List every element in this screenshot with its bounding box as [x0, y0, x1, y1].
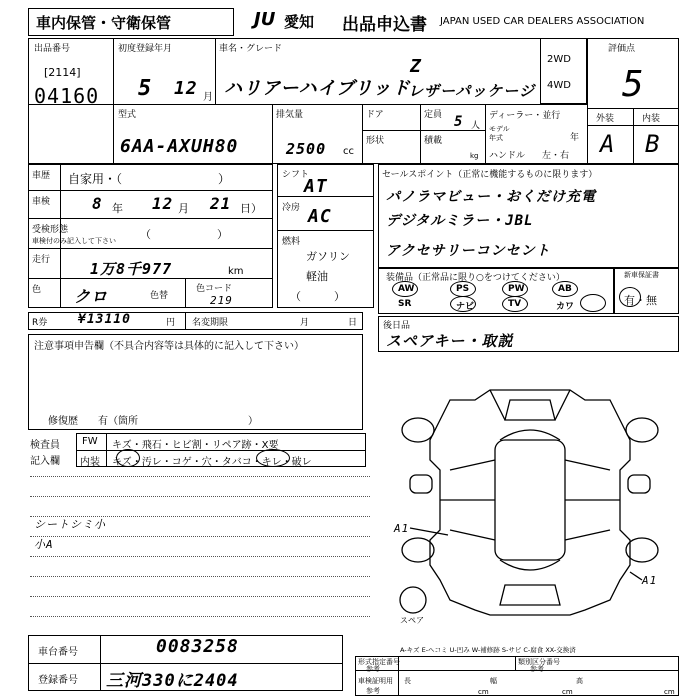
chassis-value: 0083258: [156, 636, 239, 657]
mileage-unit: km: [228, 266, 244, 277]
later-label: 後日品: [383, 321, 411, 331]
len-label: 長: [404, 677, 411, 685]
cat-ref: 参考: [530, 665, 544, 673]
handle-label: ハンドル: [489, 151, 526, 161]
ext-score: A: [600, 130, 616, 158]
equip-circle: [450, 296, 476, 312]
model-year-label: モデル: [489, 125, 510, 133]
reg-label: 初度登録年月: [118, 44, 173, 54]
reg-month: 12: [174, 78, 198, 99]
history-value: 自家用・（ ）: [68, 172, 231, 186]
car-body-diagram: [380, 360, 680, 650]
chassis-label: 車台番号: [38, 647, 78, 658]
damage-mark-a1: A1: [394, 522, 410, 535]
lot-bracket: [2114]: [44, 66, 81, 79]
repair-history: 修復歴 有（箇所 ）: [48, 416, 258, 427]
model-package: レザーパッケージ: [408, 82, 535, 100]
interior-label: 内装: [80, 457, 100, 468]
wid-cm: cm: [562, 688, 573, 696]
wid-label: 幅: [490, 677, 497, 685]
hgt-label: 高: [576, 677, 583, 685]
equip-circle: [502, 281, 528, 297]
shape-label: 形状: [366, 136, 385, 146]
color-change-label: 色替: [150, 291, 169, 301]
warranty-label: 新車保証書: [624, 271, 659, 279]
equip-circle: [552, 281, 578, 297]
fw-label: FW: [82, 436, 98, 447]
inspection-label: 車検: [32, 197, 51, 207]
equip-ps: PS: [456, 284, 470, 294]
later-value: スペアキー・取説: [386, 332, 514, 350]
color-code: 219: [210, 294, 233, 307]
mileage-value: 1万8千977: [90, 260, 173, 278]
warranty-value: 有・無: [624, 294, 657, 307]
cert-label: 車検証明用: [358, 677, 393, 685]
interior-items: キズ・汚レ・コゲ・穴・タバコ・キレ・破レ: [112, 457, 312, 468]
equip-sr: SR: [398, 299, 412, 309]
dealer-label: ディーラー・並行: [489, 111, 561, 121]
remark-line-1: シートシミ小: [34, 518, 106, 531]
score-label: 評価点: [608, 44, 636, 54]
fuel-gas: ガソリン: [306, 250, 350, 263]
spec-label: 形式指定番号: [358, 658, 400, 666]
equip-circle: [450, 281, 476, 297]
interior-circle: [256, 449, 290, 467]
inspection-year: 8: [92, 194, 103, 213]
selling-line-2: デジタルミラー・JBL: [386, 213, 534, 229]
score-value: 5: [622, 64, 645, 105]
fuel-paren: （ ）: [290, 290, 345, 303]
color-label: 色: [32, 285, 42, 295]
capacity-unit: 人: [471, 121, 481, 131]
equip-circle: [502, 296, 528, 312]
cert-ref: 参考: [366, 687, 380, 695]
kg-unit: kg: [470, 152, 479, 160]
shift-value: AT: [304, 176, 328, 197]
tax-label: 名変期限: [192, 318, 229, 328]
color-value: クロ: [74, 287, 109, 306]
equip-ab: AB: [558, 284, 572, 294]
spare-label: スペア: [400, 616, 424, 625]
inspection-m: 月: [178, 202, 189, 215]
selling-label: セールスポイント（正常に機能するものに限ります）: [382, 170, 598, 180]
int-score: B: [645, 130, 661, 158]
reg-month-unit: 月: [203, 92, 213, 103]
drive-4wd: 4WD: [547, 80, 571, 91]
model-label: 車名・グレード: [219, 44, 283, 54]
inspector-label2: 記入欄: [30, 456, 60, 467]
recycle-value: ¥13110: [78, 312, 131, 327]
ac-label: 冷房: [282, 203, 301, 213]
tax-month: 月: [300, 318, 310, 328]
tax-day: 日: [348, 318, 358, 328]
brand-logo: JU: [254, 9, 276, 30]
model-year-label2: 年式: [489, 134, 503, 142]
selling-line-3: アクセサリーコンセント: [386, 243, 551, 259]
form-title: 出品申込書: [342, 15, 427, 35]
recycle-label: R券: [32, 318, 48, 328]
color-code-label: 色コード: [196, 284, 233, 294]
selling-line-1: パノラマビュー・おくだけ充電: [386, 189, 596, 205]
handle-lr: 左・右: [542, 151, 570, 161]
plate-label: 登録番号: [38, 675, 78, 686]
drive-2wd: 2WD: [547, 54, 571, 65]
katashiki-label: 型式: [118, 110, 137, 120]
ext-label: 外装: [596, 114, 615, 124]
warranty-circle: [619, 287, 641, 307]
len-cm: cm: [478, 688, 489, 696]
equip-circle: [392, 281, 418, 297]
inspection-month: 12: [152, 194, 174, 213]
damage-legend: A-キズ E-ヘコミ U-凹み W-補修跡 S-サビ C-腐食 XX-交換済: [400, 646, 576, 654]
equip-navi: ナビ: [456, 302, 475, 312]
lot-number: 04160: [34, 84, 100, 108]
door-label: ドア: [366, 110, 384, 120]
fuel-label: 燃料: [282, 237, 301, 247]
fw-items: キズ・飛石・ヒビ割・リペア跡・X要: [112, 440, 279, 451]
year-unit: 年: [570, 133, 580, 143]
receive-note: 車検付のみ記入して下さい: [32, 237, 116, 245]
storage-label: 車内保管・守衛保管: [36, 14, 172, 32]
org-name: 愛知: [284, 13, 315, 31]
displacement-value: 2500: [286, 140, 327, 158]
plate-value: 三河330に2404: [106, 671, 239, 691]
interior-circle: [116, 449, 140, 467]
model-name: ハリアーハイブリッド: [224, 78, 411, 99]
int-label: 内装: [642, 114, 661, 124]
receive-label: 受検形態: [32, 225, 69, 235]
inspection-d: 日）: [240, 202, 262, 215]
model-grade: Z: [410, 56, 422, 77]
lot-label: 出品番号: [34, 44, 71, 54]
notes-label: 注意事項申告欄（不具合内容等は具体的に記入して下さい）: [34, 341, 304, 352]
equip-tv: TV: [508, 299, 522, 309]
shift-label: シフト: [282, 170, 310, 180]
equip-leather: カワ: [556, 302, 575, 312]
equip-pw: PW: [508, 284, 525, 294]
katashiki-value: 6AA-AXUH80: [120, 136, 239, 157]
equip-circle: [580, 294, 606, 312]
history-label: 車歴: [32, 171, 51, 181]
mileage-label: 走行: [32, 255, 51, 265]
drive-box: [540, 38, 587, 104]
recycle-yen: 円: [166, 318, 176, 328]
ac-value: AC: [308, 206, 332, 227]
hgt-cm: cm: [664, 688, 675, 696]
equipment-label: 装備品（正常品に限り○をつけてください）: [386, 273, 565, 283]
fuel-diesel: 軽油: [306, 270, 328, 283]
displacement-label: 排気量: [276, 110, 304, 120]
inspection-y: 年: [112, 202, 123, 215]
remark-line-2: 小A: [34, 538, 54, 551]
displacement-unit: cc: [343, 146, 354, 157]
association-name: JAPAN USED CAR DEALERS ASSOCIATION: [440, 16, 645, 27]
damage-mark-a1-b: A1: [642, 574, 658, 587]
reg-year: 5: [138, 76, 153, 101]
capacity-label: 定員: [424, 110, 443, 120]
inspection-day: 21: [210, 194, 232, 213]
inspector-label: 検査員: [30, 440, 60, 451]
cat-label: 類別区分番号: [518, 658, 560, 666]
spec-ref: 参考: [366, 665, 380, 673]
capacity-value: 5: [454, 114, 464, 130]
receive-paren: （ ）: [140, 228, 228, 241]
load-label: 積載: [424, 136, 443, 146]
equip-aw: AW: [398, 284, 415, 294]
